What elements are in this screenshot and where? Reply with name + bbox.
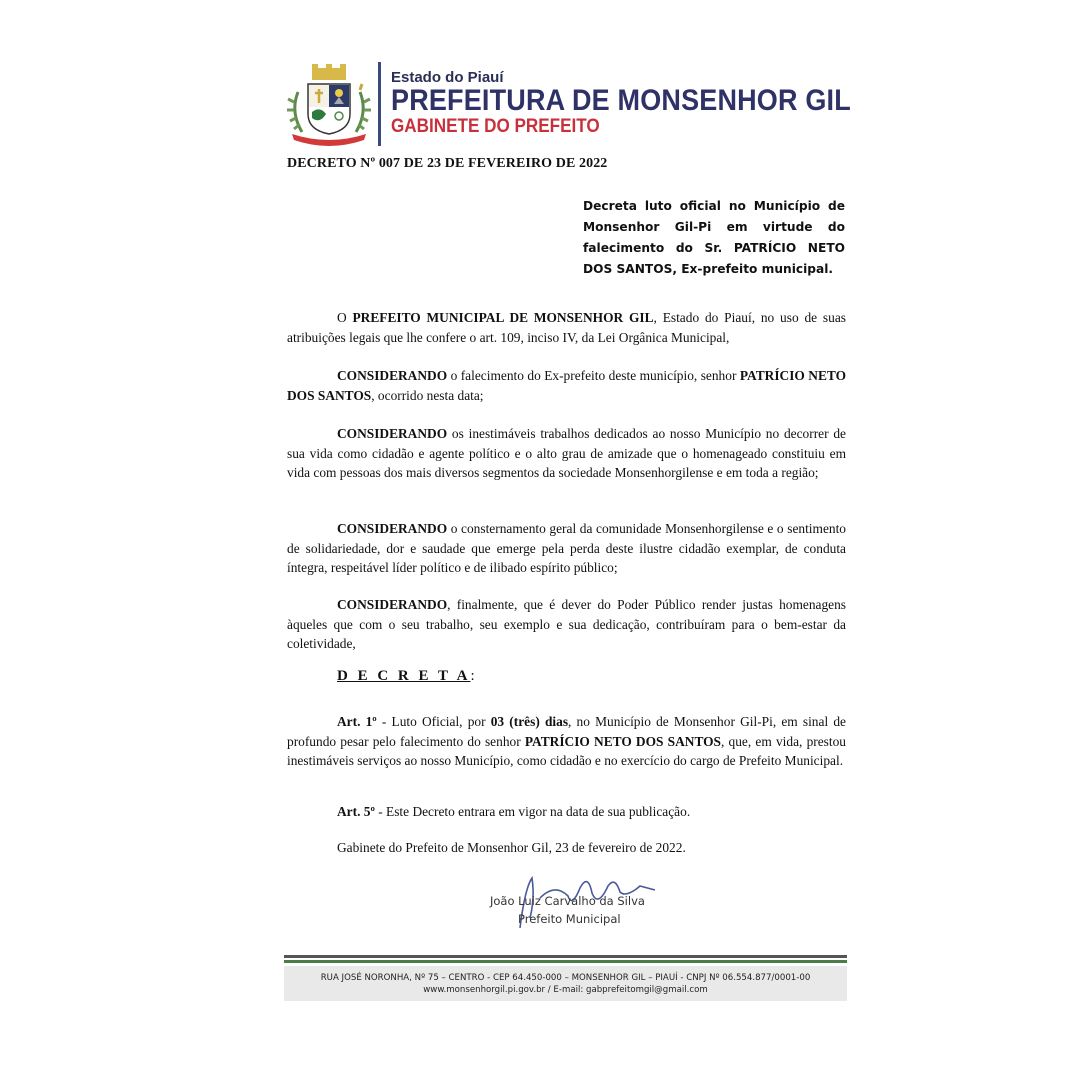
footer-address: RUA JOSÉ NORONHA, Nº 75 – CENTRO - CEP 64.450-000 – MONSENHOR GIL – PIAUÍ - CNPJ Nº 06.554.877/0001-00 (320, 973, 811, 983)
signer-name: João Luiz Carvalho da Silva (490, 894, 645, 908)
footer-contact: www.monsenhorgil.pi.gov.br / E-mail: gabprefeitomgil@gmail.com (423, 985, 708, 995)
considering-paragraph-3: CONSIDERANDO o consternamento geral da comunidade Monsenhorgilense e o sentimento de solidariedade, dor e saudade que emerge pela perda deste ilustre cidadão exemplar, de conduta íntegra, respeitável líder político e de ilibado espírito público; (287, 521, 846, 575)
signer-role: Prefeito Municipal (518, 912, 621, 926)
state-name: Estado do Piauí (391, 69, 504, 86)
signature-block (480, 868, 700, 938)
considering-paragraph-1: CONSIDERANDO o falecimento do Ex-prefeito deste município, senhor PATRÍCIO NETO DOS SANTOS, ocorrido nesta data; (287, 368, 846, 403)
closing-date-line: Gabinete do Prefeito de Monsenhor Gil, 23 de fevereiro de 2022. (337, 840, 686, 855)
municipality-title: PREFEITURA DE MONSENHOR GIL (391, 84, 851, 117)
header-divider (378, 62, 381, 146)
footer-rule-green (284, 960, 847, 963)
decreta-heading: D E C R E T A: (337, 668, 478, 684)
decree-summary: Decreta luto oficial no Município de Monsenhor Gil-Pi em virtude do falecimento do Sr. PATRÍCIO NETO DOS SANTOS, Ex-prefeito municipal. (583, 199, 845, 276)
preamble-paragraph: O PREFEITO MUNICIPAL DE MONSENHOR GIL, Estado do Piauí, no uso de suas atribuições legais que lhe confere o art. 109, inciso IV, da Lei Orgânica Municipal, (287, 310, 846, 345)
article-1: Art. 1º - Luto Oficial, por 03 (três) dias, no Município de Monsenhor Gil-Pi, em sinal de profundo pesar pelo falecimento do senhor PATRÍCIO NETO DOS SANTOS, que, em vida, prestou inestimáveis serviços ao nosso Município, como cidadão e no exercício do cargo de Prefeito Municipal. (287, 714, 846, 768)
office-subtitle: GABINETE DO PREFEITO (391, 116, 600, 137)
considering-paragraph-4: CONSIDERANDO, finalmente, que é dever do Poder Público render justas homenagens àqueles que com o seu trabalho, seu exemplo e sua dedicação, contribuíram para o bem-estar da coletividade, (287, 597, 846, 651)
letterhead-footer (284, 955, 847, 1001)
considering-paragraph-2: CONSIDERANDO os inestimáveis trabalhos dedicados ao nosso Município no decorrer de sua vida como cidadão e agente político e o alto grau de amizade que o homenageado constituiu em vida com pessoas dos mais diversos segmentos da sociedade Monsenhorgilense e em toda a região; (287, 426, 846, 480)
letterhead (284, 60, 902, 148)
decree-title: DECRETO Nº 007 DE 23 DE FEVEREIRO DE 2022 (287, 156, 608, 171)
coat-of-arms-icon (284, 62, 374, 146)
article-5: Art. 5º - Este Decreto entrara em vigor na data de sua publicação. (337, 804, 691, 819)
